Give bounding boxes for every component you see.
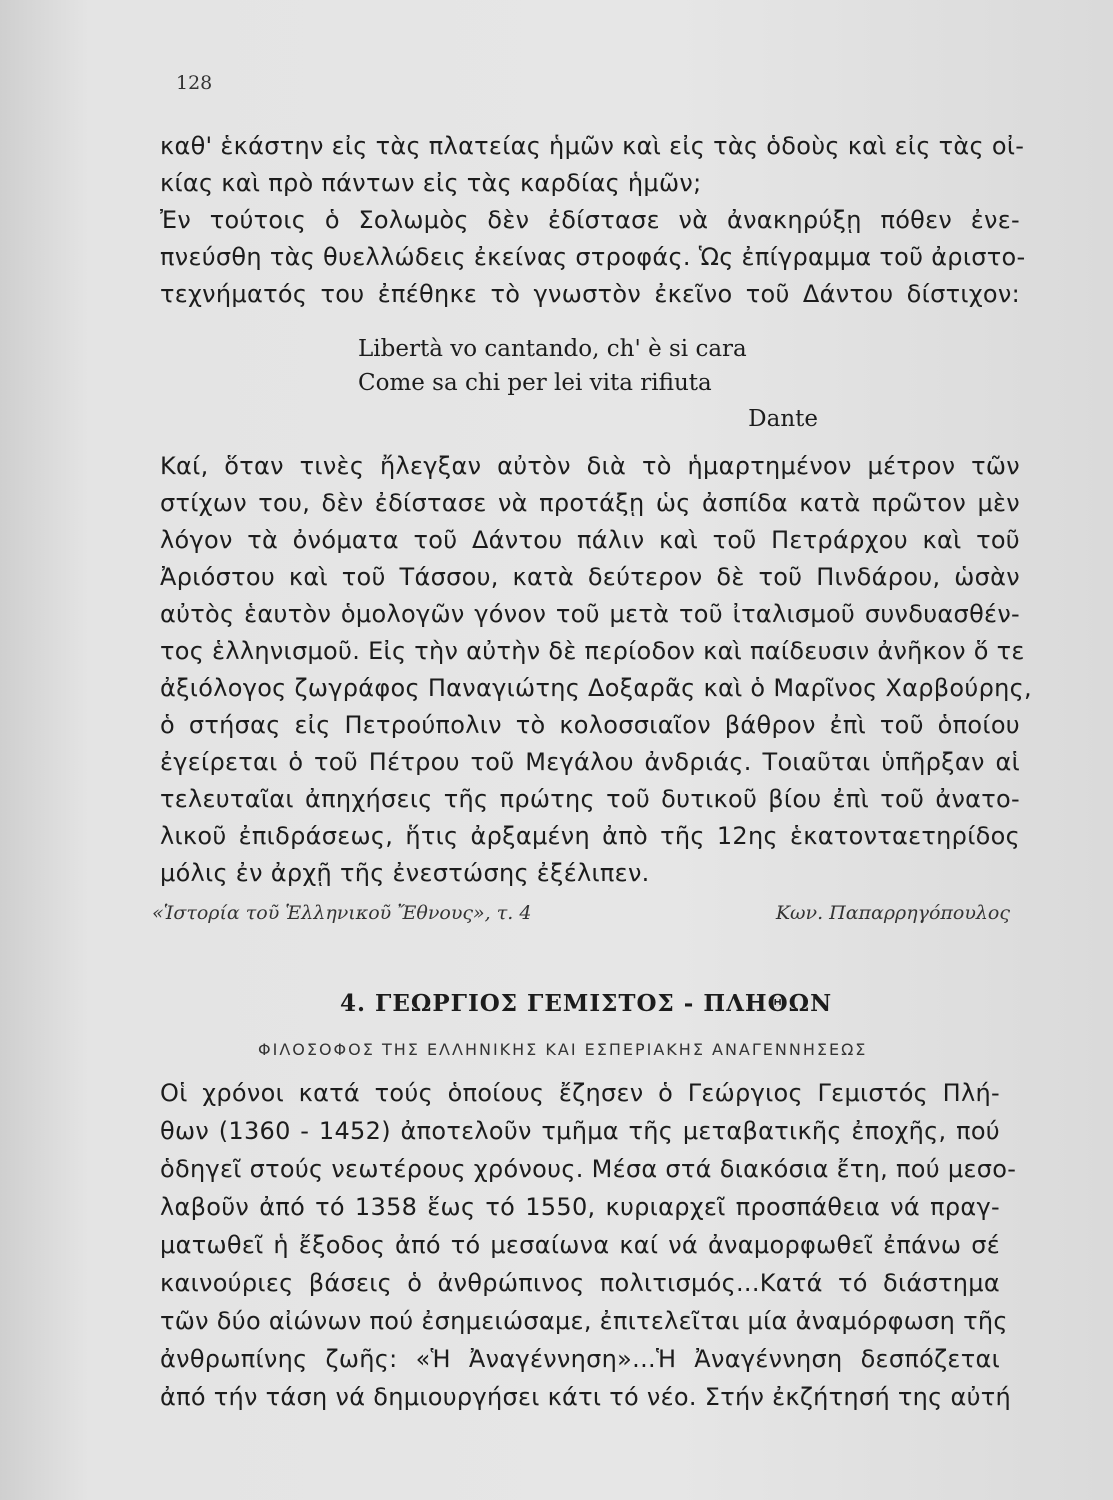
citation-source: «Ἱστορία τοῦ Ἑλληνικοῦ Ἔθνους», τ. 4 — [152, 902, 532, 924]
dante-quote — [358, 332, 818, 438]
text-line: καθ' ἑκάστην εἰς τὰς πλατείας ἡμῶν καὶ εἰς τὰς ὁδοὺς καὶ εἰς τὰς οἰ- — [160, 132, 1025, 160]
text-line: ἀπό τήν τάση νά δημιουργήσει κάτι τό νέο. Στήν ἐκζήτησή της αὐτή — [160, 1383, 1012, 1411]
text-line: θων (1360 - 1452) ἀποτελοῦν τμῆμα τῆς μεταβατικῆς ἐποχῆς, πού — [160, 1117, 1000, 1145]
text-line: τεχνήματός του ἐπέθηκε τὸ γνωστὸν ἐκεῖνο τοῦ Δάντου δίστιχον: — [160, 280, 1020, 308]
text-line: αὐτὸς ἑαυτὸν ὁμολογῶν γόνον τοῦ μετὰ τοῦ ἰταλισμοῦ συνδυασθέν- — [160, 600, 1020, 628]
text-line: τῶν δύο αἰώνων πού ἐσημειώσαμε, ἐπιτελεῖται μία ἀναμόρφωση τῆς — [160, 1307, 1008, 1335]
poem-verse: Come sa chi per lei vita rifiuta — [358, 370, 712, 396]
text-line: ἐγείρεται ὁ τοῦ Πέτρου τοῦ Μεγάλου ἀνδριάς. Τοιαῦται ὑπῆρξαν αἱ — [160, 748, 1020, 776]
main-paragraph — [160, 448, 1032, 892]
text-line: Οἱ χρόνοι κατά τούς ὁποίους ἔζησεν ὁ Γεώργιος Γεμιστός Πλή- — [160, 1079, 1000, 1107]
citation-author: Κων. Παπαρρηγόπουλος — [775, 902, 1010, 924]
page-number: 128 — [176, 72, 213, 94]
text-line: κίας καὶ πρὸ πάντων εἰς τὰς καρδίας ἡμῶν; — [160, 169, 702, 197]
text-line: τος ἑλληνισμοῦ. Εἰς τὴν αὐτὴν δὲ περίοδον καὶ παίδευσιν ἀνῆκον ὅ τε — [160, 637, 1025, 665]
text-line: λόγον τὰ ὀνόματα τοῦ Δάντου πάλιν καὶ τοῦ Πετράρχου καὶ τοῦ — [160, 526, 1020, 554]
text-line: ἀνθρωπίνης ζωῆς: «Ἡ Ἀναγέννηση»...Ἡ Ἀναγέννηση δεσπόζεται — [160, 1345, 1000, 1373]
text-line: λικοῦ ἐπιδράσεως, ἥτις ἀρξαμένη ἀπὸ τῆς 12ης ἑκατονταετηρίδος — [160, 822, 1020, 850]
text-line: ματωθεῖ ἡ ἔξοδος ἀπό τό μεσαίωνα καί νά ἀναμορφωθεῖ ἐπάνω σέ — [160, 1231, 1000, 1259]
text-line: μόλις ἐν ἀρχῇ τῆς ἐνεστώσης ἐξέλιπεν. — [160, 859, 650, 887]
intro-paragraph — [160, 128, 1026, 313]
text-line: ἀξιόλογος ζωγράφος Παναγιώτης Δοξαρᾶς καὶ ὁ Μαρῖνος Χαρβούρης, — [160, 674, 1032, 702]
text-line: λαβοῦν ἀπό τό 1358 ἕως τό 1550, κυριαρχεῖ προσπάθεια νά πραγ- — [160, 1193, 1000, 1221]
text-line: Καί, ὅταν τινὲς ἤλεγξαν αὐτὸν διὰ τὸ ἡμαρτημένον μέτρον τῶν — [160, 452, 1020, 480]
section-paragraph — [160, 1074, 1017, 1416]
text-line: καινούριες βάσεις ὁ ἀνθρώπινος πολιτισμός...Κατά τό διάστημα — [160, 1269, 1000, 1297]
text-line: Ἀριόστου καὶ τοῦ Τάσσου, κατὰ δεύτερον δὲ τοῦ Πινδάρου, ὡσὰν — [160, 563, 1020, 591]
poem-author: Dante — [748, 406, 818, 432]
section-title: 4. ΓΕΩΡΓΙΟΣ ΓΕΜΙΣΤΟΣ - ΠΛΗΘΩΝ — [340, 990, 833, 1017]
text-line: στίχων του, δὲν ἐδίστασε νὰ προτάξῃ ὡς ἀσπίδα κατὰ πρῶτον μὲν — [160, 489, 1020, 517]
citation — [152, 902, 1010, 924]
text-line: ὁ στήσας εἰς Πετρούπολιν τὸ κολοσσιαῖον βάθρον ἐπὶ τοῦ ὁποίου — [160, 711, 1020, 739]
text-line: ὁδηγεῖ στούς νεωτέρους χρόνους. Μέσα στά διακόσια ἔτη, πού μεσο- — [160, 1155, 1017, 1183]
text-line: Ἐν τούτοις ὁ Σολωμὸς δὲν ἐδίστασε νὰ ἀνακηρύξῃ πόθεν ἐνε- — [160, 206, 1020, 234]
text-line: τελευταῖαι ἀπηχήσεις τῆς πρώτης τοῦ δυτικοῦ βίου ἐπὶ τοῦ ἀνατο- — [160, 785, 1020, 813]
text-line: πνεύσθη τὰς θυελλώδεις ἐκείνας στροφάς. Ὡς ἐπίγραμμα τοῦ ἀριστο- — [160, 243, 1026, 271]
section-subtitle: ΦΙΛΟΣΟΦΟΣ ΤΗΣ ΕΛΛΗΝΙΚΗΣ ΚΑΙ ΕΣΠΕΡΙΑΚΗΣ ΑΝΑΓΕΝΝΗΣΕΩΣ — [258, 1040, 868, 1059]
poem-verse: Libertà vo cantando, ch' è si cara — [358, 336, 747, 362]
